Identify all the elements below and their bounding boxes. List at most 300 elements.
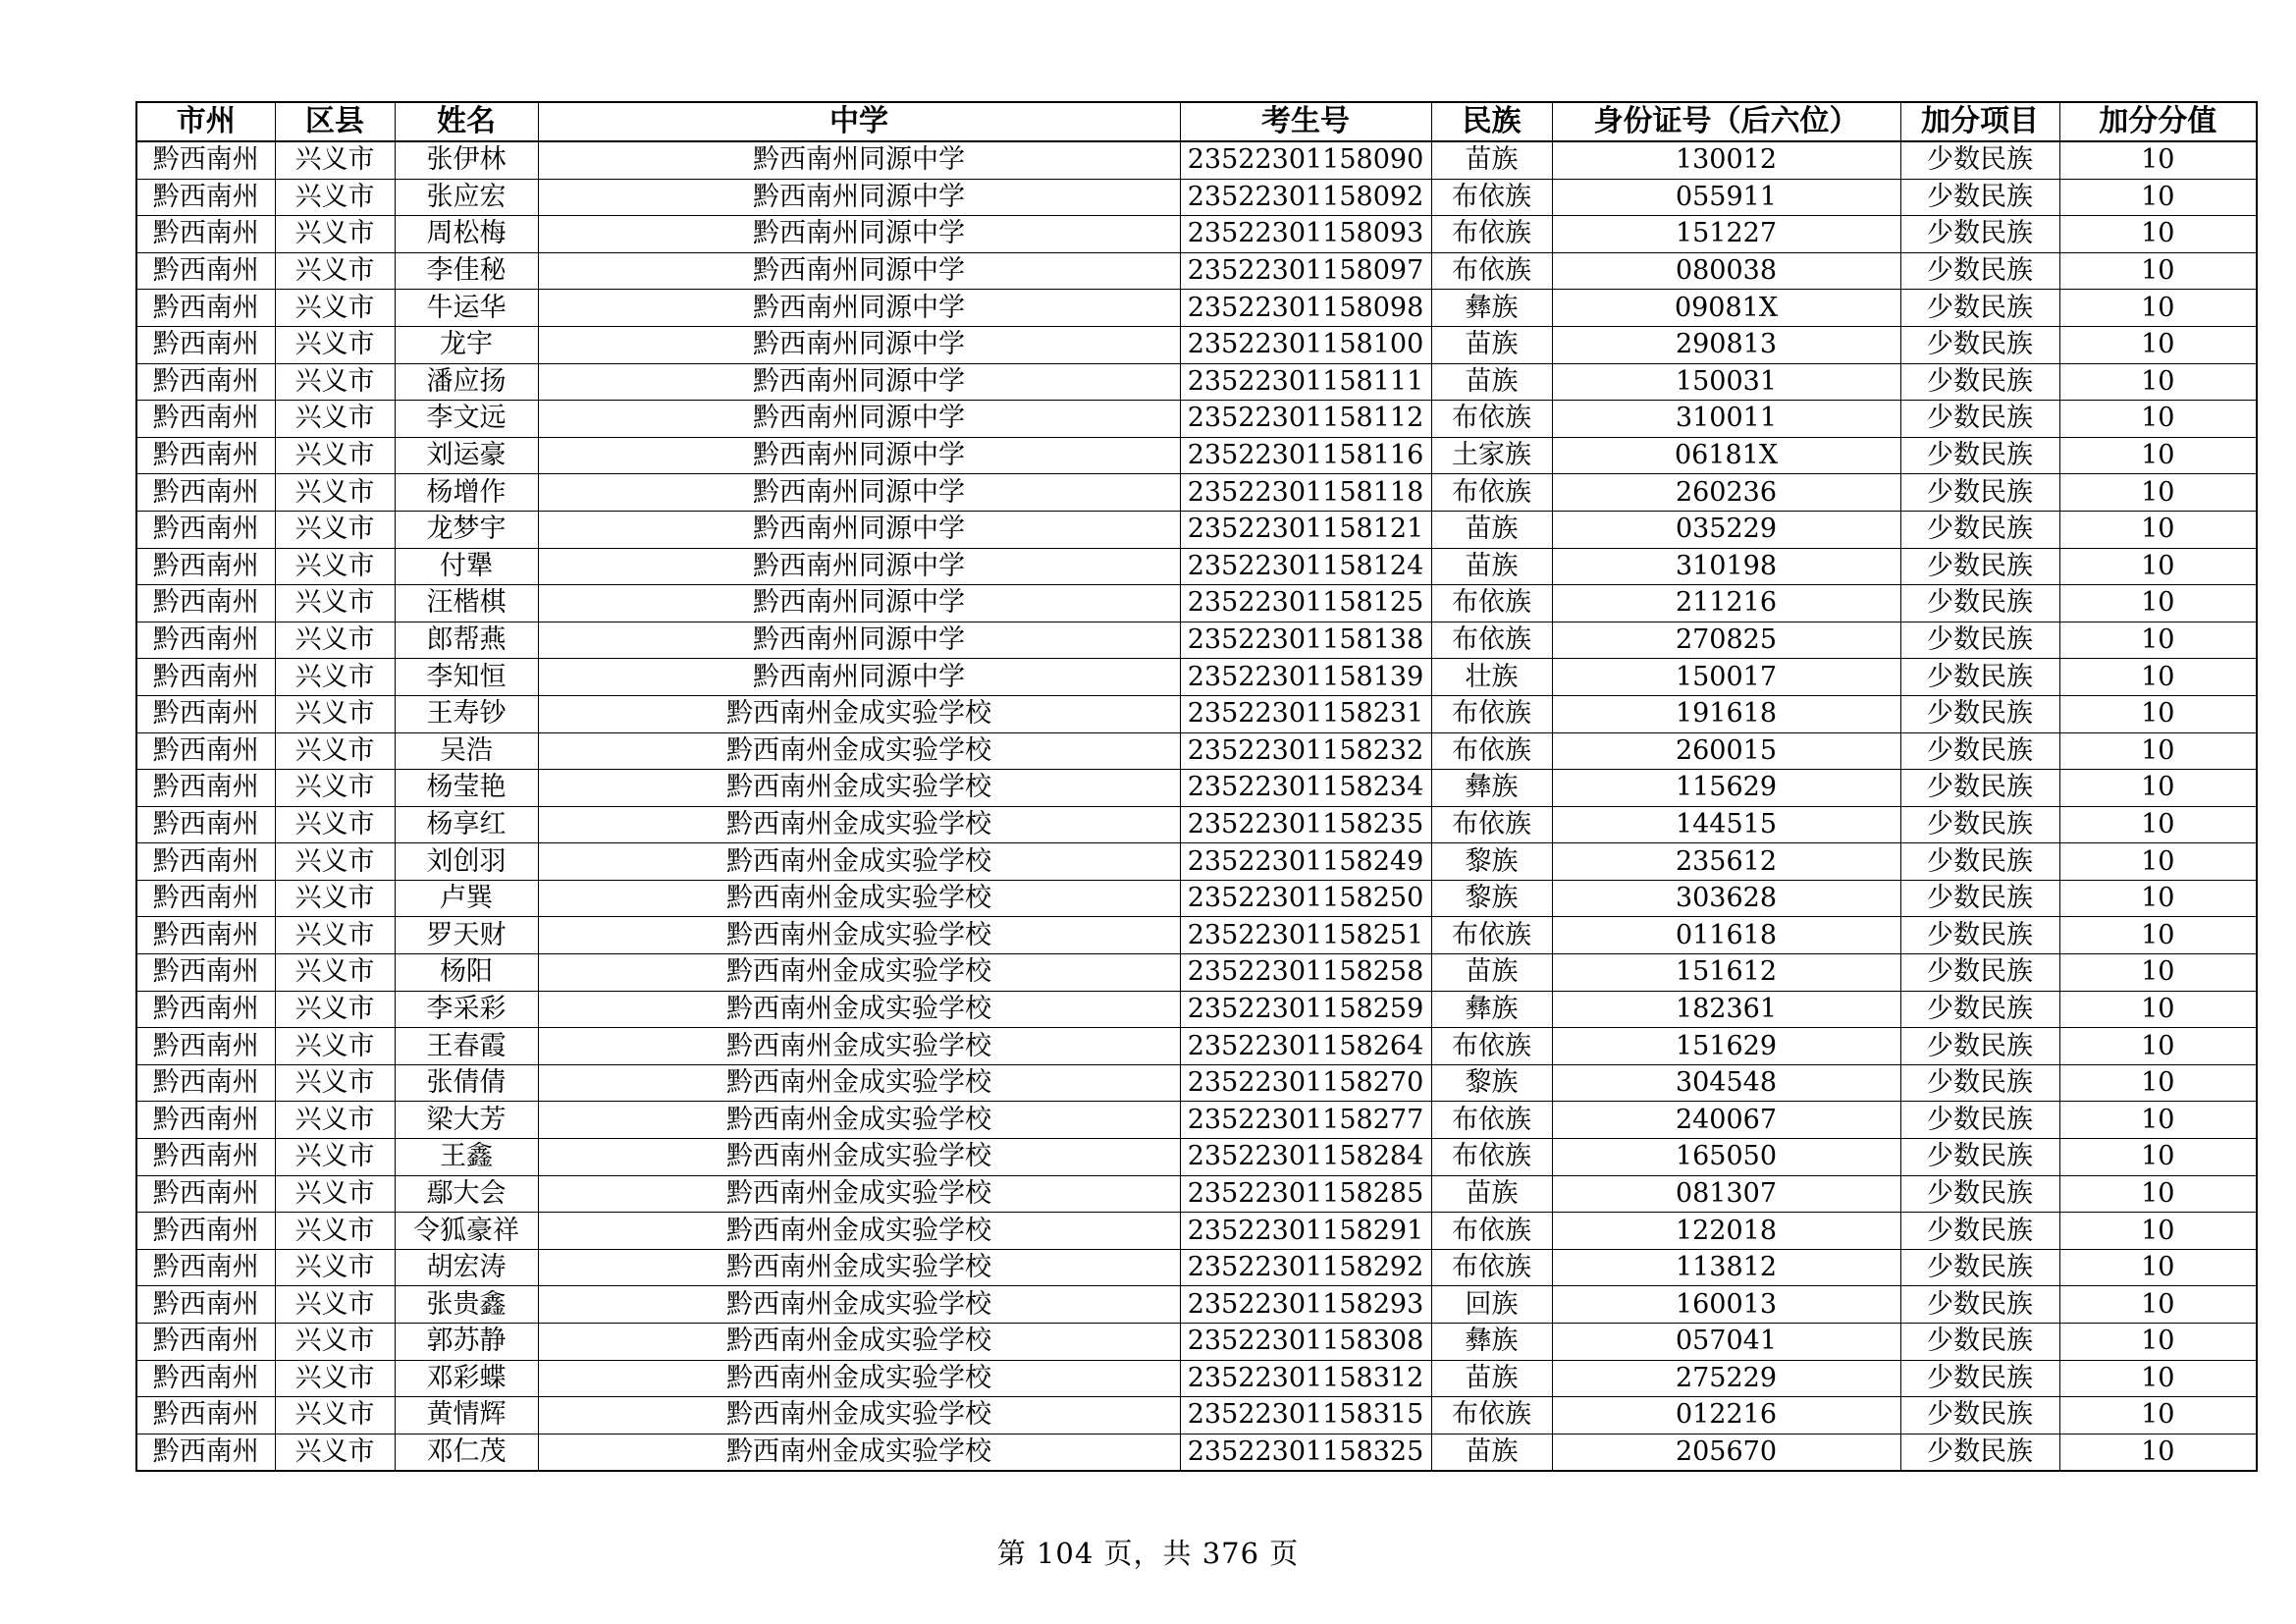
cell-school: 黔西南州金成实验学校 <box>538 991 1180 1028</box>
cell-bonus-value: 10 <box>2059 585 2257 623</box>
cell-city: 黔西南州 <box>136 1434 275 1471</box>
cell-ethnicity: 布依族 <box>1431 1213 1552 1250</box>
cell-bonus-value: 10 <box>2059 326 2257 363</box>
cell-ethnicity: 苗族 <box>1431 363 1552 401</box>
cell-bonus-value: 10 <box>2059 179 2257 216</box>
cell-exam-number: 23522301158284 <box>1180 1139 1431 1176</box>
cell-bonus-value: 10 <box>2059 1102 2257 1139</box>
cell-ethnicity: 布依族 <box>1431 622 1552 659</box>
cell-name: 胡宏涛 <box>395 1249 538 1286</box>
cell-city: 黔西南州 <box>136 252 275 290</box>
cell-id-last-six: 115629 <box>1552 770 1900 807</box>
cell-exam-number: 23522301158231 <box>1180 695 1431 732</box>
cell-bonus-value: 10 <box>2059 880 2257 917</box>
cell-ethnicity: 苗族 <box>1431 954 1552 992</box>
cell-district: 兴义市 <box>275 622 395 659</box>
cell-bonus-item: 少数民族 <box>1900 954 2059 992</box>
cell-city: 黔西南州 <box>136 1028 275 1065</box>
cell-name: 王春霞 <box>395 1028 538 1065</box>
cell-id-last-six: 080038 <box>1552 252 1900 290</box>
cell-district: 兴义市 <box>275 548 395 585</box>
cell-district: 兴义市 <box>275 954 395 992</box>
cell-city: 黔西南州 <box>136 401 275 438</box>
cell-city: 黔西南州 <box>136 1360 275 1397</box>
cell-bonus-value: 10 <box>2059 954 2257 992</box>
cell-id-last-six: 270825 <box>1552 622 1900 659</box>
cell-district: 兴义市 <box>275 806 395 843</box>
cell-id-last-six: 122018 <box>1552 1213 1900 1250</box>
cell-district: 兴义市 <box>275 1324 395 1361</box>
cell-bonus-item: 少数民族 <box>1900 326 2059 363</box>
cell-ethnicity: 苗族 <box>1431 1360 1552 1397</box>
cell-bonus-value: 10 <box>2059 437 2257 474</box>
cell-city: 黔西南州 <box>136 622 275 659</box>
cell-school: 黔西南州同源中学 <box>538 252 1180 290</box>
cell-ethnicity: 彝族 <box>1431 770 1552 807</box>
cell-name: 黄情辉 <box>395 1397 538 1435</box>
cell-school: 黔西南州金成实验学校 <box>538 1360 1180 1397</box>
cell-bonus-item: 少数民族 <box>1900 732 2059 770</box>
cell-school: 黔西南州同源中学 <box>538 401 1180 438</box>
cell-ethnicity: 黎族 <box>1431 880 1552 917</box>
cell-district: 兴义市 <box>275 141 395 179</box>
cell-ethnicity: 布依族 <box>1431 1139 1552 1176</box>
cell-name: 李采彩 <box>395 991 538 1028</box>
table-row <box>136 1434 2257 1471</box>
cell-name: 杨增作 <box>395 474 538 512</box>
cell-ethnicity: 布依族 <box>1431 917 1552 954</box>
cell-id-last-six: 057041 <box>1552 1324 1900 1361</box>
cell-id-last-six: 191618 <box>1552 695 1900 732</box>
cell-city: 黔西南州 <box>136 1064 275 1102</box>
cell-bonus-item: 少数民族 <box>1900 548 2059 585</box>
cell-district: 兴义市 <box>275 1028 395 1065</box>
cell-bonus-item: 少数民族 <box>1900 474 2059 512</box>
cell-city: 黔西南州 <box>136 732 275 770</box>
cell-district: 兴义市 <box>275 732 395 770</box>
cell-name: 王鑫 <box>395 1139 538 1176</box>
cell-name: 令狐豪祥 <box>395 1213 538 1250</box>
cell-ethnicity: 布依族 <box>1431 1249 1552 1286</box>
cell-city: 黔西南州 <box>136 511 275 548</box>
cell-ethnicity: 回族 <box>1431 1286 1552 1324</box>
table-row <box>136 1064 2257 1102</box>
cell-city: 黔西南州 <box>136 179 275 216</box>
cell-exam-number: 23522301158232 <box>1180 732 1431 770</box>
cell-school: 黔西南州金成实验学校 <box>538 732 1180 770</box>
cell-city: 黔西南州 <box>136 1102 275 1139</box>
cell-bonus-item: 少数民族 <box>1900 770 2059 807</box>
cell-bonus-value: 10 <box>2059 1175 2257 1213</box>
cell-city: 黔西南州 <box>136 1397 275 1435</box>
cell-ethnicity: 布依族 <box>1431 585 1552 623</box>
cell-bonus-value: 10 <box>2059 843 2257 881</box>
cell-school: 黔西南州金成实验学校 <box>538 954 1180 992</box>
cell-name: 梁大芳 <box>395 1102 538 1139</box>
cell-bonus-value: 10 <box>2059 141 2257 179</box>
cell-id-last-six: 275229 <box>1552 1360 1900 1397</box>
cell-bonus-item: 少数民族 <box>1900 659 2059 696</box>
cell-school: 黔西南州金成实验学校 <box>538 1139 1180 1176</box>
cell-city: 黔西南州 <box>136 216 275 253</box>
cell-name: 龙梦宇 <box>395 511 538 548</box>
cell-exam-number: 23522301158285 <box>1180 1175 1431 1213</box>
cell-exam-number: 23522301158139 <box>1180 659 1431 696</box>
cell-district: 兴义市 <box>275 770 395 807</box>
cell-exam-number: 23522301158251 <box>1180 917 1431 954</box>
table-row <box>136 954 2257 992</box>
cell-city: 黔西南州 <box>136 141 275 179</box>
cell-exam-number: 23522301158118 <box>1180 474 1431 512</box>
cell-name: 邓仁茂 <box>395 1434 538 1471</box>
cell-ethnicity: 黎族 <box>1431 1064 1552 1102</box>
cell-id-last-six: 303628 <box>1552 880 1900 917</box>
cell-district: 兴义市 <box>275 216 395 253</box>
cell-ethnicity: 布依族 <box>1431 179 1552 216</box>
cell-district: 兴义市 <box>275 474 395 512</box>
cell-city: 黔西南州 <box>136 363 275 401</box>
cell-bonus-value: 10 <box>2059 1249 2257 1286</box>
cell-ethnicity: 布依族 <box>1431 252 1552 290</box>
cell-school: 黔西南州金成实验学校 <box>538 770 1180 807</box>
cell-id-last-six: 150017 <box>1552 659 1900 696</box>
cell-bonus-item: 少数民族 <box>1900 141 2059 179</box>
cell-school: 黔西南州同源中学 <box>538 437 1180 474</box>
cell-bonus-value: 10 <box>2059 1324 2257 1361</box>
cell-exam-number: 23522301158121 <box>1180 511 1431 548</box>
cell-id-last-six: 011618 <box>1552 917 1900 954</box>
table-row <box>136 659 2257 696</box>
cell-name: 付犟 <box>395 548 538 585</box>
table-body <box>136 141 2257 1471</box>
cell-exam-number: 23522301158138 <box>1180 622 1431 659</box>
cell-name: 张倩倩 <box>395 1064 538 1102</box>
cell-id-last-six: 144515 <box>1552 806 1900 843</box>
cell-id-last-six: 09081X <box>1552 290 1900 327</box>
cell-ethnicity: 布依族 <box>1431 695 1552 732</box>
cell-name: 卢巽 <box>395 880 538 917</box>
cell-name: 郭苏静 <box>395 1324 538 1361</box>
cell-id-last-six: 310198 <box>1552 548 1900 585</box>
header-id-last-six: 身份证号（后六位） <box>1552 102 1900 141</box>
cell-bonus-item: 少数民族 <box>1900 1360 2059 1397</box>
header-ethnicity: 民族 <box>1431 102 1552 141</box>
cell-exam-number: 23522301158291 <box>1180 1213 1431 1250</box>
cell-id-last-six: 081307 <box>1552 1175 1900 1213</box>
cell-school: 黔西南州金成实验学校 <box>538 1064 1180 1102</box>
cell-district: 兴义市 <box>275 1286 395 1324</box>
cell-ethnicity: 苗族 <box>1431 326 1552 363</box>
cell-bonus-value: 10 <box>2059 732 2257 770</box>
cell-ethnicity: 布依族 <box>1431 732 1552 770</box>
cell-school: 黔西南州金成实验学校 <box>538 1286 1180 1324</box>
cell-city: 黔西南州 <box>136 290 275 327</box>
cell-bonus-value: 10 <box>2059 991 2257 1028</box>
table-row <box>136 770 2257 807</box>
table-row <box>136 437 2257 474</box>
cell-exam-number: 23522301158093 <box>1180 216 1431 253</box>
cell-ethnicity: 苗族 <box>1431 511 1552 548</box>
cell-district: 兴义市 <box>275 659 395 696</box>
table-row <box>136 1028 2257 1065</box>
cell-district: 兴义市 <box>275 1102 395 1139</box>
cell-district: 兴义市 <box>275 1397 395 1435</box>
cell-ethnicity: 苗族 <box>1431 141 1552 179</box>
cell-school: 黔西南州金成实验学校 <box>538 1175 1180 1213</box>
cell-bonus-value: 10 <box>2059 770 2257 807</box>
cell-bonus-value: 10 <box>2059 252 2257 290</box>
cell-id-last-six: 235612 <box>1552 843 1900 881</box>
cell-ethnicity: 土家族 <box>1431 437 1552 474</box>
table-header <box>136 102 2257 141</box>
cell-ethnicity: 布依族 <box>1431 1102 1552 1139</box>
cell-id-last-six: 151612 <box>1552 954 1900 992</box>
cell-school: 黔西南州同源中学 <box>538 290 1180 327</box>
cell-name: 张贵鑫 <box>395 1286 538 1324</box>
table-row <box>136 1286 2257 1324</box>
cell-district: 兴义市 <box>275 695 395 732</box>
cell-ethnicity: 彝族 <box>1431 1324 1552 1361</box>
cell-bonus-item: 少数民族 <box>1900 1139 2059 1176</box>
header-bonus-value: 加分分值 <box>2059 102 2257 141</box>
cell-district: 兴义市 <box>275 511 395 548</box>
cell-school: 黔西南州金成实验学校 <box>538 1213 1180 1250</box>
cell-id-last-six: 150031 <box>1552 363 1900 401</box>
cell-district: 兴义市 <box>275 252 395 290</box>
cell-exam-number: 23522301158277 <box>1180 1102 1431 1139</box>
table-row <box>136 1102 2257 1139</box>
cell-bonus-item: 少数民族 <box>1900 843 2059 881</box>
table-row <box>136 326 2257 363</box>
cell-district: 兴义市 <box>275 1139 395 1176</box>
table-row <box>136 622 2257 659</box>
cell-bonus-value: 10 <box>2059 401 2257 438</box>
cell-bonus-item: 少数民族 <box>1900 1064 2059 1102</box>
cell-ethnicity: 彝族 <box>1431 290 1552 327</box>
cell-bonus-item: 少数民族 <box>1900 401 2059 438</box>
cell-district: 兴义市 <box>275 991 395 1028</box>
cell-id-last-six: 151629 <box>1552 1028 1900 1065</box>
cell-name: 邓彩蝶 <box>395 1360 538 1397</box>
cell-bonus-item: 少数民族 <box>1900 622 2059 659</box>
header-city: 市州 <box>136 102 275 141</box>
table-row <box>136 363 2257 401</box>
cell-name: 李知恒 <box>395 659 538 696</box>
cell-id-last-six: 182361 <box>1552 991 1900 1028</box>
table-row <box>136 880 2257 917</box>
cell-exam-number: 23522301158234 <box>1180 770 1431 807</box>
cell-bonus-item: 少数民族 <box>1900 880 2059 917</box>
cell-district: 兴义市 <box>275 1064 395 1102</box>
cell-bonus-value: 10 <box>2059 1286 2257 1324</box>
cell-bonus-value: 10 <box>2059 216 2257 253</box>
cell-ethnicity: 苗族 <box>1431 1434 1552 1471</box>
cell-bonus-value: 10 <box>2059 1213 2257 1250</box>
cell-city: 黔西南州 <box>136 548 275 585</box>
cell-city: 黔西南州 <box>136 880 275 917</box>
cell-bonus-value: 10 <box>2059 474 2257 512</box>
table-row <box>136 991 2257 1028</box>
cell-district: 兴义市 <box>275 290 395 327</box>
cell-district: 兴义市 <box>275 1360 395 1397</box>
cell-city: 黔西南州 <box>136 695 275 732</box>
cell-exam-number: 23522301158292 <box>1180 1249 1431 1286</box>
cell-name: 周松梅 <box>395 216 538 253</box>
cell-bonus-item: 少数民族 <box>1900 806 2059 843</box>
cell-city: 黔西南州 <box>136 437 275 474</box>
cell-name: 张伊林 <box>395 141 538 179</box>
cell-district: 兴义市 <box>275 437 395 474</box>
cell-id-last-six: 260015 <box>1552 732 1900 770</box>
cell-city: 黔西南州 <box>136 954 275 992</box>
cell-city: 黔西南州 <box>136 806 275 843</box>
table-row <box>136 1324 2257 1361</box>
cell-bonus-item: 少数民族 <box>1900 1434 2059 1471</box>
cell-bonus-item: 少数民族 <box>1900 290 2059 327</box>
cell-city: 黔西南州 <box>136 843 275 881</box>
cell-name: 杨享红 <box>395 806 538 843</box>
cell-exam-number: 23522301158090 <box>1180 141 1431 179</box>
cell-city: 黔西南州 <box>136 770 275 807</box>
table-row <box>136 290 2257 327</box>
cell-school: 黔西南州同源中学 <box>538 474 1180 512</box>
cell-name: 杨莹艳 <box>395 770 538 807</box>
header-bonus-item: 加分项目 <box>1900 102 2059 141</box>
cell-name: 汪楷棋 <box>395 585 538 623</box>
cell-district: 兴义市 <box>275 1249 395 1286</box>
cell-bonus-item: 少数民族 <box>1900 1397 2059 1435</box>
cell-id-last-six: 290813 <box>1552 326 1900 363</box>
cell-district: 兴义市 <box>275 585 395 623</box>
cell-exam-number: 23522301158098 <box>1180 290 1431 327</box>
cell-name: 龙宇 <box>395 326 538 363</box>
cell-exam-number: 23522301158315 <box>1180 1397 1431 1435</box>
cell-school: 黔西南州同源中学 <box>538 659 1180 696</box>
cell-district: 兴义市 <box>275 1213 395 1250</box>
cell-name: 吴浩 <box>395 732 538 770</box>
cell-exam-number: 23522301158312 <box>1180 1360 1431 1397</box>
table-row <box>136 1249 2257 1286</box>
cell-id-last-six: 260236 <box>1552 474 1900 512</box>
cell-city: 黔西南州 <box>136 1324 275 1361</box>
cell-city: 黔西南州 <box>136 1139 275 1176</box>
cell-id-last-six: 240067 <box>1552 1102 1900 1139</box>
cell-name: 刘运豪 <box>395 437 538 474</box>
cell-id-last-six: 304548 <box>1552 1064 1900 1102</box>
table-row <box>136 806 2257 843</box>
cell-district: 兴义市 <box>275 326 395 363</box>
table-row <box>136 1397 2257 1435</box>
cell-school: 黔西南州金成实验学校 <box>538 843 1180 881</box>
cell-exam-number: 23522301158097 <box>1180 252 1431 290</box>
cell-exam-number: 23522301158325 <box>1180 1434 1431 1471</box>
cell-district: 兴义市 <box>275 363 395 401</box>
cell-bonus-item: 少数民族 <box>1900 179 2059 216</box>
cell-school: 黔西南州金成实验学校 <box>538 695 1180 732</box>
cell-exam-number: 23522301158125 <box>1180 585 1431 623</box>
cell-ethnicity: 布依族 <box>1431 1028 1552 1065</box>
header-name: 姓名 <box>395 102 538 141</box>
cell-city: 黔西南州 <box>136 1286 275 1324</box>
cell-name: 罗天财 <box>395 917 538 954</box>
cell-bonus-value: 10 <box>2059 1360 2257 1397</box>
cell-school: 黔西南州金成实验学校 <box>538 917 1180 954</box>
cell-bonus-item: 少数民族 <box>1900 1028 2059 1065</box>
cell-bonus-item: 少数民族 <box>1900 695 2059 732</box>
table-row <box>136 548 2257 585</box>
cell-bonus-value: 10 <box>2059 1139 2257 1176</box>
cell-bonus-item: 少数民族 <box>1900 1175 2059 1213</box>
cell-bonus-value: 10 <box>2059 1434 2257 1471</box>
cell-ethnicity: 苗族 <box>1431 548 1552 585</box>
cell-district: 兴义市 <box>275 880 395 917</box>
cell-exam-number: 23522301158293 <box>1180 1286 1431 1324</box>
header-school: 中学 <box>538 102 1180 141</box>
table-row <box>136 141 2257 179</box>
cell-school: 黔西南州同源中学 <box>538 141 1180 179</box>
cell-exam-number: 23522301158259 <box>1180 991 1431 1028</box>
table-row <box>136 252 2257 290</box>
cell-school: 黔西南州金成实验学校 <box>538 1249 1180 1286</box>
cell-city: 黔西南州 <box>136 474 275 512</box>
cell-name: 牛运华 <box>395 290 538 327</box>
cell-bonus-value: 10 <box>2059 548 2257 585</box>
cell-city: 黔西南州 <box>136 585 275 623</box>
cell-city: 黔西南州 <box>136 917 275 954</box>
table-row <box>136 179 2257 216</box>
cell-bonus-value: 10 <box>2059 1028 2257 1065</box>
cell-school: 黔西南州同源中学 <box>538 326 1180 363</box>
cell-id-last-six: 113812 <box>1552 1249 1900 1286</box>
cell-bonus-value: 10 <box>2059 363 2257 401</box>
cell-bonus-item: 少数民族 <box>1900 252 2059 290</box>
cell-school: 黔西南州同源中学 <box>538 216 1180 253</box>
cell-id-last-six: 310011 <box>1552 401 1900 438</box>
table-row <box>136 1213 2257 1250</box>
cell-city: 黔西南州 <box>136 1249 275 1286</box>
cell-bonus-value: 10 <box>2059 659 2257 696</box>
table-row <box>136 1360 2257 1397</box>
cell-district: 兴义市 <box>275 179 395 216</box>
cell-name: 刘创羽 <box>395 843 538 881</box>
cell-ethnicity: 苗族 <box>1431 1175 1552 1213</box>
cell-ethnicity: 布依族 <box>1431 806 1552 843</box>
cell-school: 黔西南州金成实验学校 <box>538 1397 1180 1435</box>
cell-exam-number: 23522301158111 <box>1180 363 1431 401</box>
cell-name: 李文远 <box>395 401 538 438</box>
cell-exam-number: 23522301158308 <box>1180 1324 1431 1361</box>
cell-school: 黔西南州同源中学 <box>538 179 1180 216</box>
cell-school: 黔西南州同源中学 <box>538 622 1180 659</box>
cell-bonus-value: 10 <box>2059 511 2257 548</box>
cell-bonus-item: 少数民族 <box>1900 991 2059 1028</box>
cell-ethnicity: 布依族 <box>1431 1397 1552 1435</box>
cell-district: 兴义市 <box>275 917 395 954</box>
table-row <box>136 216 2257 253</box>
cell-id-last-six: 035229 <box>1552 511 1900 548</box>
cell-city: 黔西南州 <box>136 1213 275 1250</box>
cell-id-last-six: 165050 <box>1552 1139 1900 1176</box>
cell-bonus-item: 少数民族 <box>1900 511 2059 548</box>
cell-district: 兴义市 <box>275 1175 395 1213</box>
header-row <box>136 102 2257 141</box>
cell-bonus-item: 少数民族 <box>1900 585 2059 623</box>
cell-exam-number: 23522301158249 <box>1180 843 1431 881</box>
cell-id-last-six: 06181X <box>1552 437 1900 474</box>
cell-id-last-six: 211216 <box>1552 585 1900 623</box>
table-row <box>136 917 2257 954</box>
cell-exam-number: 23522301158112 <box>1180 401 1431 438</box>
